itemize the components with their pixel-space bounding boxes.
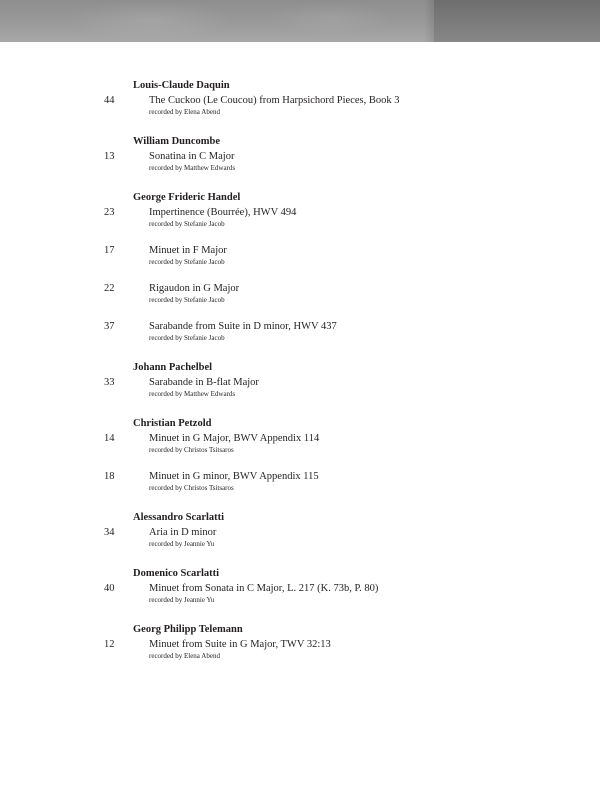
page-number: 33 [104, 377, 115, 388]
piece-title: Aria in D minor [149, 527, 217, 538]
recorded-by: recorded by Matthew Edwards [149, 164, 236, 172]
composer-name: Christian Petzold [133, 418, 212, 429]
composer-group [0, 360, 600, 404]
table-of-contents [0, 78, 600, 666]
composer-name: Johann Pachelbel [133, 362, 213, 373]
page-number: 23 [104, 207, 115, 218]
recorded-by: recorded by Jeannie Yu [149, 596, 215, 604]
recorded-by: recorded by Stefanie Jacob [149, 296, 225, 304]
page-number: 34 [104, 527, 115, 538]
piece-title: Minuet in F Major [149, 245, 227, 256]
piece-title: Minuet in G minor, BWV Appendix 115 [149, 471, 319, 482]
page-number: 22 [104, 283, 115, 294]
toc-entry[interactable] [0, 205, 600, 234]
recorded-by: recorded by Stefanie Jacob [149, 258, 225, 266]
toc-entry[interactable] [0, 375, 600, 404]
piece-title: Minuet from Sonata in C Major, L. 217 (K. 73b, P. 80) [149, 583, 379, 594]
recorded-by: recorded by Matthew Edwards [149, 390, 236, 398]
piece-title: Sonatina in C Major [149, 151, 235, 162]
toc-entry[interactable] [0, 243, 600, 272]
page-number: 17 [104, 245, 115, 256]
toc-entry[interactable] [0, 637, 600, 666]
page-number: 40 [104, 583, 115, 594]
recorded-by: recorded by Christos Tsitsaros [149, 484, 234, 492]
composer-group [0, 510, 600, 554]
composer-name: Alessandro Scarlatti [133, 512, 225, 523]
toc-entry[interactable] [0, 319, 600, 348]
toc-entry[interactable] [0, 93, 600, 122]
piece-title: Minuet in G Major, BWV Appendix 114 [149, 433, 320, 444]
header-corner-block [434, 0, 600, 42]
toc-entry[interactable] [0, 431, 600, 460]
page-number: 13 [104, 151, 115, 162]
piece-title: The Cuckoo (Le Coucou) from Harpsichord Pieces, Book 3 [149, 95, 400, 106]
composer-name: Domenico Scarlatti [133, 568, 220, 579]
piece-title: Impertinence (Bourrée), HWV 494 [149, 207, 297, 218]
composer-group [0, 78, 600, 122]
composer-name: William Duncombe [133, 136, 221, 147]
toc-entry[interactable] [0, 149, 600, 178]
composer-name: Georg Philipp Telemann [133, 624, 243, 635]
composer-name: George Frideric Handel [133, 192, 241, 203]
composer-group [0, 134, 600, 178]
composer-name: Louis-Claude Daquin [133, 80, 230, 91]
toc-entry[interactable] [0, 581, 600, 610]
toc-entry[interactable] [0, 525, 600, 554]
piece-title: Sarabande from Suite in D minor, HWV 437 [149, 321, 337, 332]
recorded-by: recorded by Stefanie Jacob [149, 334, 225, 342]
recorded-by: recorded by Jeannie Yu [149, 540, 215, 548]
page-number: 12 [104, 639, 115, 650]
toc-entry[interactable] [0, 281, 600, 310]
composer-group [0, 190, 600, 348]
page-number: 14 [104, 433, 115, 444]
toc-entry[interactable] [0, 469, 600, 498]
piece-title: Sarabande in B-flat Major [149, 377, 259, 388]
page-number: 44 [104, 95, 115, 106]
composer-group [0, 566, 600, 610]
recorded-by: recorded by Elena Abend [149, 108, 220, 116]
piece-title: Minuet from Suite in G Major, TWV 32:13 [149, 639, 331, 650]
recorded-by: recorded by Stefanie Jacob [149, 220, 225, 228]
page-number: 18 [104, 471, 115, 482]
page-number: 37 [104, 321, 115, 332]
recorded-by: recorded by Elena Abend [149, 652, 220, 660]
piece-title: Rigaudon in G Major [149, 283, 240, 294]
recorded-by: recorded by Christos Tsitsaros [149, 446, 234, 454]
composer-group [0, 622, 600, 666]
composer-group [0, 416, 600, 498]
